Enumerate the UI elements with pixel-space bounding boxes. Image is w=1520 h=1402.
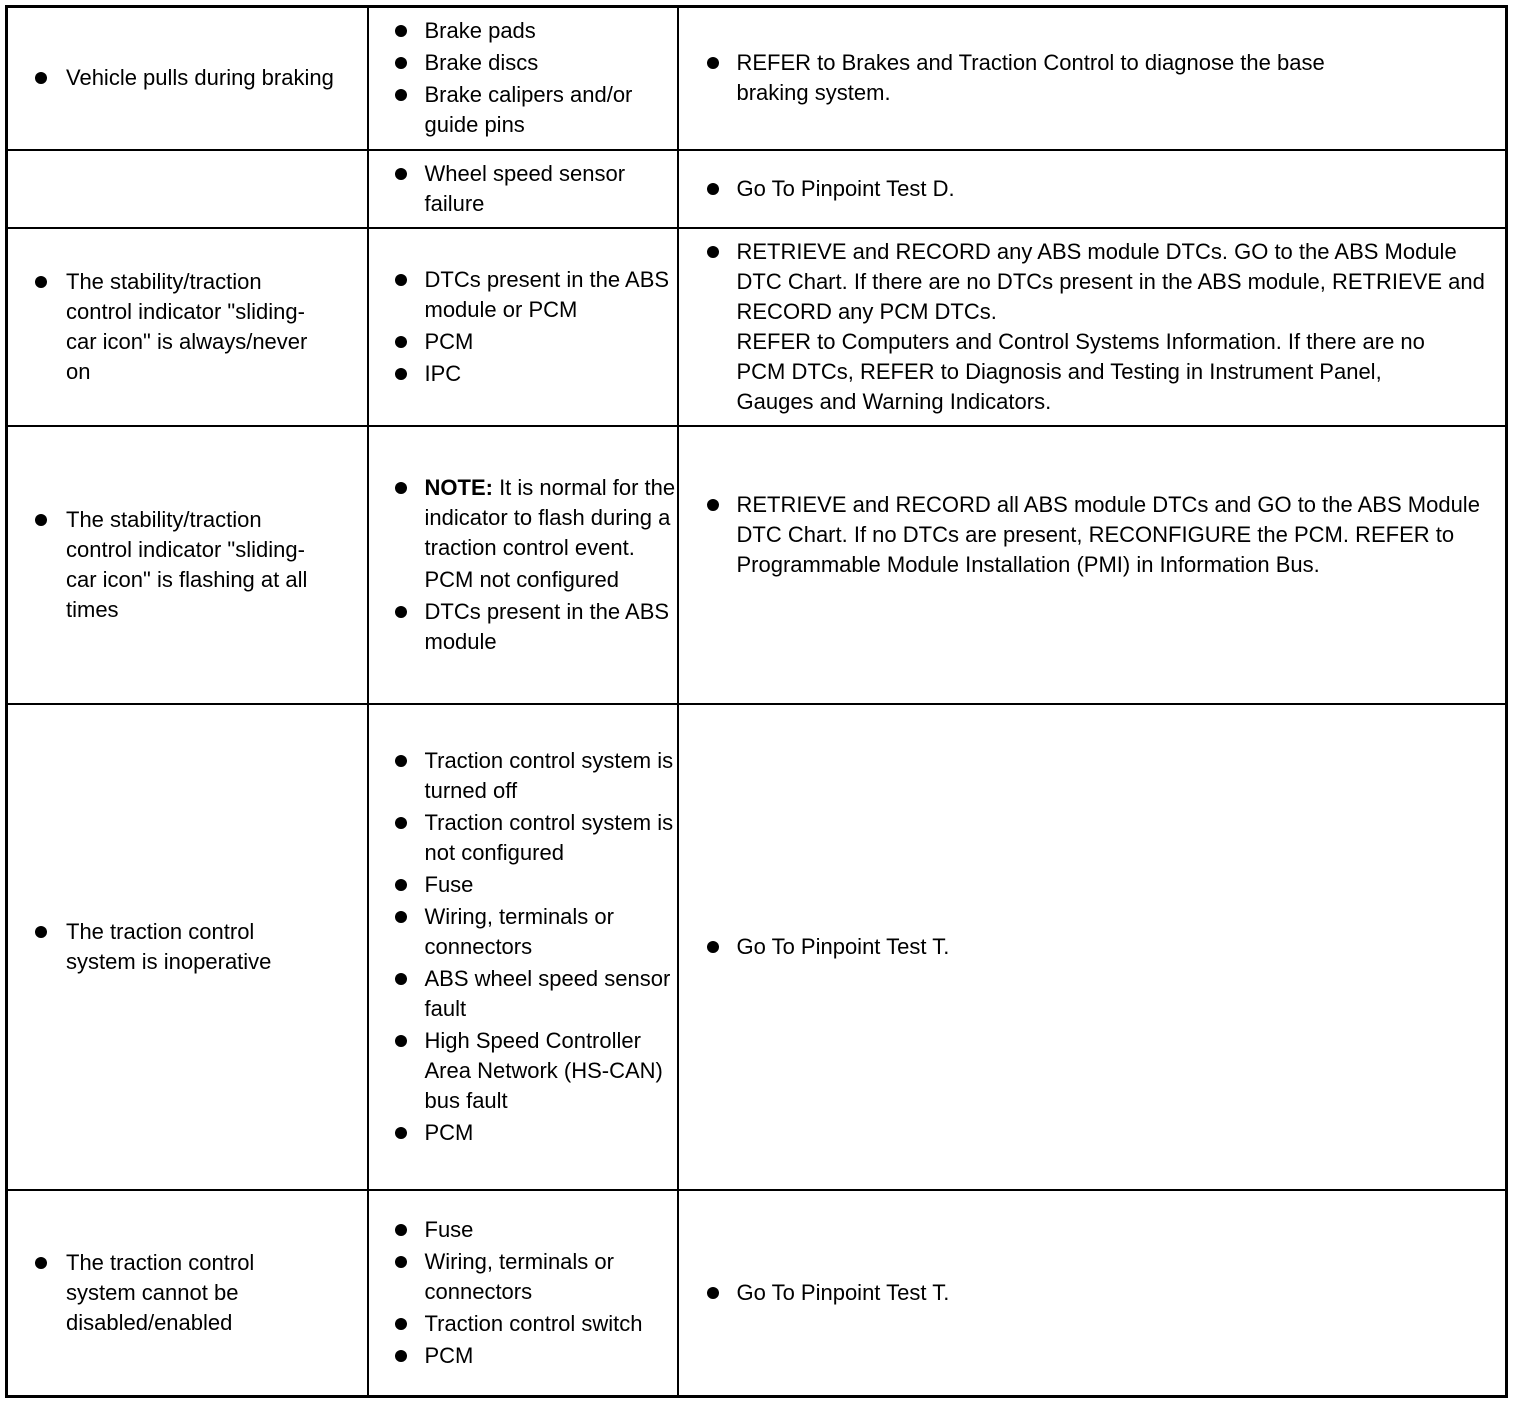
causes-cell — [368, 228, 678, 426]
condition-cell — [7, 704, 368, 1190]
causes-cell — [368, 150, 678, 228]
cause-item: PCM — [425, 1341, 677, 1371]
cause-item: Traction control system is turned off — [425, 746, 677, 806]
cause-item: Brake calipers and/or guide pins — [425, 80, 677, 140]
table-row — [7, 426, 1507, 704]
action-cell — [678, 704, 1507, 1190]
causes-cell — [368, 7, 678, 150]
cause-item: High Speed Controller Area Network (HS-CAN) bus fault — [425, 1026, 677, 1116]
condition-cell — [7, 228, 368, 426]
cause-item: Brake discs — [425, 48, 677, 78]
cause-item: ABS wheel speed sensor fault — [425, 964, 677, 1024]
condition-item: The traction control system is inoperative — [66, 917, 367, 977]
table-row — [7, 704, 1507, 1190]
table-row — [7, 228, 1507, 426]
action-cell — [678, 7, 1507, 150]
causes-cell — [368, 704, 678, 1190]
action-cell — [678, 426, 1507, 704]
table-row — [7, 1190, 1507, 1397]
note-item — [425, 473, 677, 563]
cause-item: DTCs present in the ABS module or PCM — [425, 265, 677, 325]
cause-item: Fuse — [425, 870, 677, 900]
cause-item: Brake pads — [425, 16, 677, 46]
cause-item: PCM — [425, 327, 677, 357]
condition-cell — [7, 1190, 368, 1397]
condition-item: The stability/traction control indicator "sliding-car icon" is flashing at all times — [66, 505, 367, 625]
note-sub-item: PCM not configured — [424, 566, 619, 592]
causes-cell — [368, 1190, 678, 1397]
cause-item: PCM — [425, 1118, 677, 1148]
action-item: RETRIEVE and RECORD all ABS module DTCs and GO to the ABS Module DTC Chart. If no DTCs are present, RECONFIGURE the PCM. REFER to Programmable Module Installation (PMI) in Information Bus. — [737, 490, 1500, 640]
symptom-chart-table — [5, 5, 1508, 1398]
condition-item: The traction control system cannot be disabled/enabled — [66, 1248, 367, 1338]
cause-item: Wiring, terminals or connectors — [425, 902, 677, 962]
action-cell — [678, 1190, 1507, 1397]
cause-item: Traction control switch — [425, 1309, 677, 1339]
cause-item: IPC — [425, 359, 677, 389]
cause-item: Traction control system is not configured — [425, 808, 677, 868]
cause-item: Fuse — [425, 1215, 677, 1245]
table-row — [7, 7, 1507, 150]
condition-item: Vehicle pulls during braking — [66, 63, 367, 93]
action-text: RETRIEVE and RECORD any ABS module DTCs. GO to the ABS Module DTC Chart. If there are no DTCs present in the ABS module, RETRIEVE and RECORD any PCM DTCs. — [736, 238, 1485, 324]
action-item: Go To Pinpoint Test T. — [737, 932, 1500, 962]
action-item — [737, 237, 1500, 417]
cause-item: DTCs present in the ABS module — [425, 597, 677, 657]
note-label: NOTE: — [424, 474, 493, 500]
action-item: REFER to Brakes and Traction Control to diagnose the base braking system. — [737, 48, 1500, 108]
cause-item: Wiring, terminals or connectors — [425, 1247, 677, 1307]
condition-cell — [7, 150, 368, 228]
cause-item: Wheel speed sensor failure — [425, 159, 677, 219]
action-text-continued: REFER to Computers and Control Systems Information. If there are no PCM DTCs, REFER to Diagnosis and Testing in Instrument Panel, Gauges and Warning Indicators. — [736, 328, 1425, 414]
action-cell — [678, 150, 1507, 228]
action-cell — [678, 228, 1507, 426]
note-text: It is normal for the indicator to flash during a traction control event. — [424, 474, 676, 560]
action-item: Go To Pinpoint Test D. — [737, 174, 1500, 204]
condition-cell — [7, 7, 368, 150]
causes-cell — [368, 426, 678, 704]
condition-cell — [7, 426, 368, 704]
action-item: Go To Pinpoint Test T. — [737, 1278, 1500, 1308]
table-row — [7, 150, 1507, 228]
condition-item: The stability/traction control indicator "sliding-car icon" is always/never on — [66, 267, 367, 387]
